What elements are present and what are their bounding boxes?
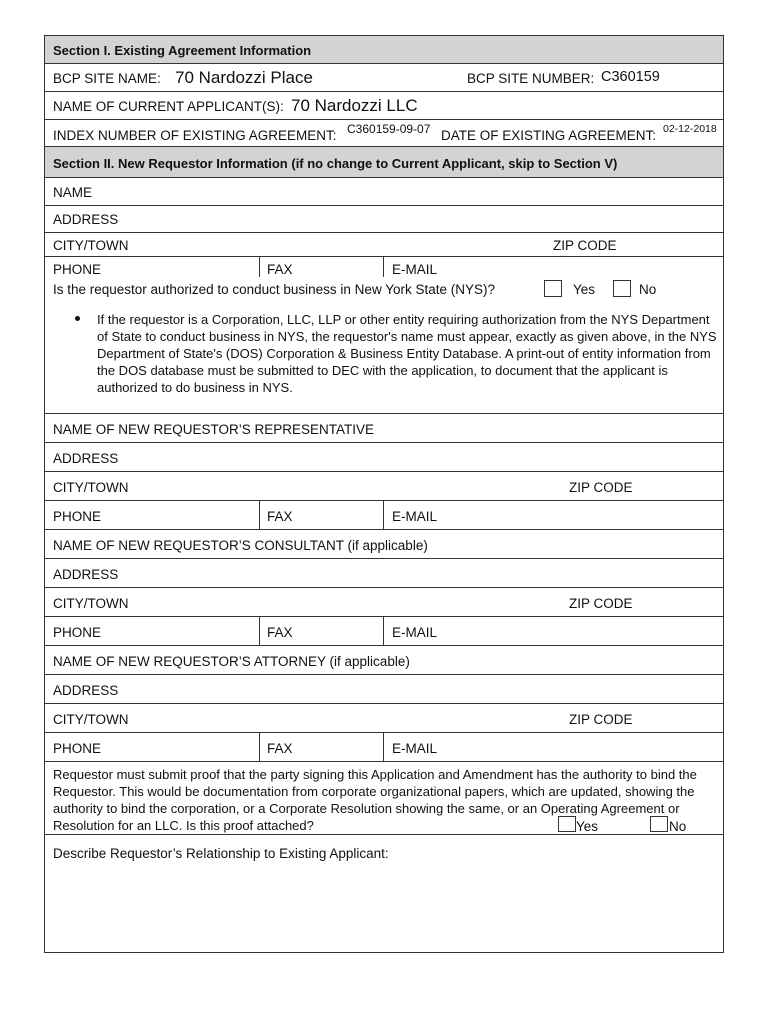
attorney-address-label: ADDRESS [53,683,119,698]
section-1-title: Section I. Existing Agreement Information [53,43,312,58]
nys-yes-checkbox[interactable] [544,280,562,297]
nys-no-label: No [639,282,657,297]
application-form [44,35,724,953]
proof-no-label: No [669,819,687,834]
attorney-phone-row [45,733,723,762]
representative-phone-row [45,501,723,530]
phone-fax-divider [259,501,260,529]
bcp-site-name-label: BCP SITE NAME: [53,71,161,86]
existing-agreement-date-label: DATE OF EXISTING AGREEMENT: [441,128,657,143]
requestor-address-label: ADDRESS [53,212,119,227]
requestor-city-label: CITY/TOWN [53,238,129,253]
requestor-name-label: NAME [53,185,93,200]
phone-fax-divider [259,733,260,761]
proof-no-checkbox[interactable] [650,816,668,832]
representative-zip-label: ZIP CODE [569,480,633,495]
consultant-address-row [45,559,723,588]
existing-agreement-date-field[interactable]: 02-12-2018 [663,123,717,135]
phone-fax-divider [259,617,260,645]
consultant-city-row [45,588,723,617]
attorney-city-row [45,704,723,733]
dos-database-note: If the requestor is a Corporation, LLC, LLP or other entity requiring authorization from the NYS Department of State to conduct business in NYS, the requestor's name must appear, exactly as given above, in the NYS Department of State's (DOS) Corporation & Business Entity Database. A print-out of entity information from the DOS database must be submitted to DEC with the application, to document that the applicant is authorized to do business in NYS. [97,312,717,395]
nys-authorization-question: Is the requestor authorized to conduct business in New York State (NYS)? [53,282,495,297]
current-applicant-field[interactable]: 70 Nardozzi LLC [291,96,418,115]
requestor-email-label: E-MAIL [392,262,438,277]
requestor-fax-label: FAX [267,262,293,277]
attorney-name-label: NAME OF NEW REQUESTOR’S ATTORNEY (if applicable) [53,654,410,669]
fax-email-divider [383,257,384,277]
bcp-site-row [45,64,723,92]
attorney-address-row [45,675,723,704]
representative-email-label: E-MAIL [392,509,438,524]
representative-name-row [45,414,723,443]
consultant-email-label: E-MAIL [392,625,438,640]
index-number-label: INDEX NUMBER OF EXISTING AGREEMENT: [53,128,337,143]
fax-email-divider [383,617,384,645]
relationship-textarea[interactable] [45,865,723,950]
consultant-phone-label: PHONE [53,625,102,640]
consultant-address-label: ADDRESS [53,567,119,582]
representative-fax-label: FAX [267,509,293,524]
phone-fax-divider [259,257,260,277]
nys-yes-label: Yes [573,282,596,297]
index-date-row [45,120,723,147]
relationship-block [45,835,723,952]
bcp-site-number-field[interactable]: C360159 [601,69,660,85]
representative-address-label: ADDRESS [53,451,119,466]
attorney-city-label: CITY/TOWN [53,712,129,727]
section-2-header [45,147,723,178]
consultant-city-label: CITY/TOWN [53,596,129,611]
proof-yes-checkbox[interactable] [558,816,576,832]
fax-email-divider [383,501,384,529]
section-1-header [45,36,723,64]
nys-no-checkbox[interactable] [613,280,631,297]
representative-address-row [45,443,723,472]
relationship-label: Describe Requestor’s Relationship to Existing Applicant: [53,846,389,861]
consultant-name-row [45,530,723,559]
bcp-site-name-field[interactable]: 70 Nardozzi Place [175,68,313,87]
requestor-phone-label: PHONE [53,262,102,277]
bcp-site-number-label: BCP SITE NUMBER: [467,71,595,86]
bullet-dot-icon [75,316,80,321]
attorney-zip-label: ZIP CODE [569,712,633,727]
proof-yes-label: Yes [576,819,599,834]
attorney-name-row [45,646,723,675]
representative-name-label: NAME OF NEW REQUESTOR’S REPRESENTATIVE [53,422,375,437]
requestor-city-row [45,233,723,257]
requestor-address-row [45,206,723,233]
representative-city-label: CITY/TOWN [53,480,129,495]
attorney-fax-label: FAX [267,741,293,756]
proof-of-authority-block [45,762,723,835]
attorney-email-label: E-MAIL [392,741,438,756]
current-applicant-label: NAME OF CURRENT APPLICANT(S): [53,99,284,114]
attorney-phone-label: PHONE [53,741,102,756]
consultant-zip-label: ZIP CODE [569,596,633,611]
proof-of-authority-text: Requestor must submit proof that the party signing this Application and Amendment has the authority to bind the Requestor. This would be documentation from corporate organizational papers, which are updated, showing the authority to bind the corporation, or a Corporate Resolution showing the same, or an Operating Agreement or Resolution for an LLC. Is this proof attached? [53,767,697,833]
current-applicant-row [45,92,723,120]
requestor-zip-label: ZIP CODE [553,238,617,253]
requestor-phone-row [45,257,723,277]
representative-city-row [45,472,723,501]
index-number-field[interactable]: C360159-09-07 [347,122,431,136]
consultant-fax-label: FAX [267,625,293,640]
nys-authorization-block [45,277,723,414]
representative-phone-label: PHONE [53,509,102,524]
consultant-name-label: NAME OF NEW REQUESTOR’S CONSULTANT (if applicable) [53,538,428,553]
fax-email-divider [383,733,384,761]
consultant-phone-row [45,617,723,646]
requestor-name-row [45,178,723,206]
section-2-title: Section II. New Requestor Information (if no change to Current Applicant, skip to Section V) [53,156,618,171]
